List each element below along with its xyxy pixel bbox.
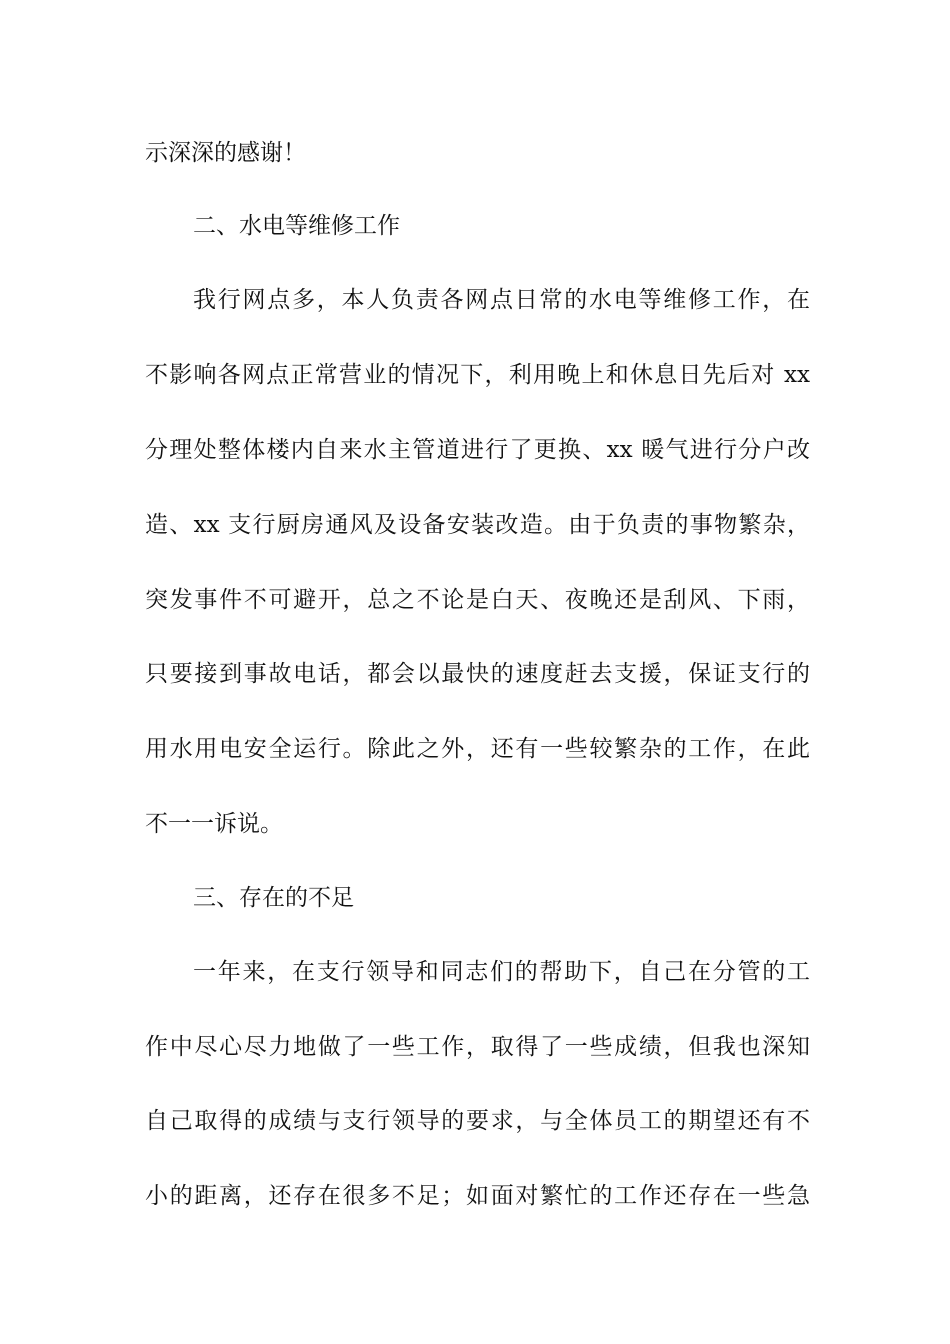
text-line-10: 不一一诉说。 [145,811,283,837]
text-line-5: 分理处整体楼内自来水主管道进行了更换、xx 暖气进行分户改 [145,437,810,463]
text-line-6: 造、xx 支行厨房通风及设备安装改造。由于负责的事物繁杂， [145,512,810,538]
text-line-4: 不影响各网点正常营业的情况下，利用晚上和休息日先后对 xx [145,362,810,388]
section-heading-3: 三、存在的不足 [193,885,354,911]
text-line-7: 突发事件不可避开，总之不论是白天、夜晚还是刮风、下雨， [145,587,810,613]
text-line-3: 我行网点多，本人负责各网点日常的水电等维修工作，在 [193,287,810,313]
text-line-15: 小的距离，还存在很多不足；如面对繁忙的工作还存在一些急 [145,1183,810,1209]
text-line-8: 只要接到事故电话，都会以最快的速度赶去支援，保证支行的 [145,661,810,687]
text-line-13: 作中尽心尽力地做了一些工作，取得了一些成绩，但我也深知 [145,1034,810,1060]
text-line-12: 一年来，在支行领导和同志们的帮助下，自己在分管的工 [193,959,810,985]
text-line-9: 用水用电安全运行。除此之外，还有一些较繁杂的工作，在此 [145,736,810,762]
text-line-14: 自己取得的成绩与支行领导的要求，与全体员工的期望还有不 [145,1108,810,1134]
section-heading-2: 二、水电等维修工作 [193,213,400,239]
text-line-1: 示深深的感谢！ [145,140,306,166]
